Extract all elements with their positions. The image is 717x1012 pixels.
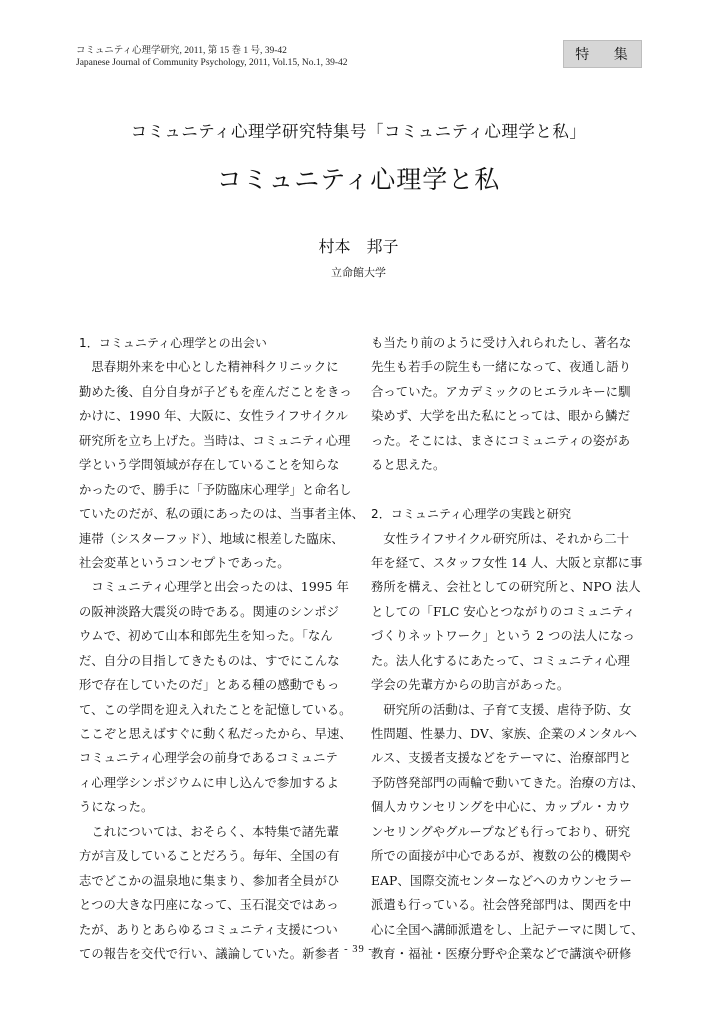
body-text-line: 年を経て、スタッフ女性 14 人、大阪と京都に事 [371, 555, 643, 570]
journal-citation-jp: コミュニティ心理学研究, 2011, 第 15 巻 1 号, 39-42 [76, 46, 287, 56]
body-text-line: 社会変革というコンセプトであった。 [79, 555, 290, 570]
body-text-line: 学会の先輩方からの助言があった。 [371, 678, 570, 693]
body-text-line: 研究所を立ち上げた。当時は、コミュニティ心理 [79, 433, 351, 448]
special-issue-tag [563, 40, 642, 68]
body-text-line: 志でどこかの温泉地に集まり、参加者全員がひ [79, 873, 340, 888]
body-text-line: ンセリングやグループなども行っており、研究 [371, 824, 631, 839]
body-text-line: 方が言及していることだろう。毎年、全国の有 [79, 849, 340, 864]
body-text-line: たが、ありとあらゆるコミュニティ支援につい [79, 922, 338, 937]
body-text-line: ウムで、初めて山本和郎先生を知った。「なん [79, 629, 333, 644]
body-text-line: とつの大きな円座になって、玉石混交ではあっ [79, 898, 339, 913]
tag-char-1: 特 [575, 47, 592, 63]
body-text-line: 勤めた後、自分自身が子どもを産んだことをきっ [79, 384, 352, 399]
journal-citation-en: Japanese Journal of Community Psychology, 2011, Vol.15, No.1, 39-42 [76, 58, 348, 68]
author-affiliation: 立命館大学 [331, 266, 386, 279]
body-text-line: 予防啓発部門の両輪で動いてきた。治療の方は、 [371, 775, 644, 790]
body-text-line: 心に全国へ講師派遣をし、上記テーマに関して、 [371, 922, 644, 937]
body-text-line: 所での面接が中心であるが、複数の公的機関や [371, 849, 632, 864]
body-text-line: 合っていた。アカデミックのヒエラルキーに馴 [371, 384, 631, 399]
body-text-line: 先生も若手の院生も一緒になって、夜通し語り [371, 360, 632, 375]
body-text-line: だ、自分の目指してきたものは、すでにこんな [79, 653, 340, 668]
body-text-line: コミュニティ心理学会の前身であるコミュニテ [79, 751, 338, 766]
body-text-line: 教育・福祉・医療分野や企業などで講演や研修 [371, 946, 632, 961]
body-text-line: 染めず、大学を出た私にとっては、眼から鱗だ [371, 409, 631, 424]
section-heading: 2．コミュニティ心理学の実践と研究 [371, 507, 572, 522]
body-text-line: コミュニティ心理学と出会ったのは、1995 年 [79, 580, 350, 595]
special-issue-title: コミュニティ心理学研究特集号「コミュニティ心理学と私」 [130, 122, 587, 141]
right-column [371, 331, 656, 966]
body-text-line: ると思えた。 [371, 458, 446, 473]
paragraph-gap [371, 478, 656, 502]
body-text-line: EAP、国際交流センターなどへのカウンセラー [371, 873, 632, 888]
body-text-line: かけに、1990 年、大阪に、女性ライフサイクル [79, 409, 349, 424]
body-text-line: 派遣も行っている。社会啓発部門は、関西を中 [371, 898, 632, 913]
body-text-line: の阪神淡路大震災の時である。関連のシンポジ [79, 604, 340, 619]
page-number: - 39 - [344, 944, 373, 955]
body-text-line: ていたのだが、私の頭にあったのは、当事者主体、 [79, 507, 364, 522]
left-column [79, 331, 364, 966]
journal-header [76, 45, 348, 69]
body-text-line: としての「FLC 安心とつながりのコミュニティ [371, 604, 636, 619]
body-text-line: ての報告を交代で行い、議論していた。新参者 [79, 946, 340, 961]
body-text-line: ルス、支援者支援などをテーマに、治療部門と [371, 751, 632, 766]
body-text-line: も当たり前のように受け入れられたし、著名な [371, 336, 632, 350]
body-text-line: た。法人化するにあたって、コミュニティ心理 [371, 653, 630, 668]
author-name: 村本 邦子 [318, 237, 399, 256]
body-text-line: った。そこには、まさにコミュニティの姿があ [371, 433, 631, 448]
body-text-line: 個人カウンセリングを中心に、カップル・カウ [371, 800, 631, 815]
article-title: コミュニティ心理学と私 [216, 165, 501, 194]
body-text-line: かったので、勝手に「予防臨床心理学」と命名し [79, 482, 352, 497]
body-text-line: ここぞと思えばすぐに動く私だったから、早速、 [79, 727, 352, 741]
body-text-line: づくりネットワーク」という 2 つの法人になっ [371, 629, 635, 644]
body-text-line: 思春期外来を中心とした精神科クリニックに [79, 360, 339, 375]
section-heading: 1．コミュニティ心理学との出会い [79, 336, 268, 350]
body-text-line: 女性ライフサイクル研究所は、それから二十 [371, 531, 630, 546]
body-text-line: 連帯（シスターフッド）、地域に根差した臨床、 [79, 531, 344, 546]
body-text-line: ィ心理学シンポジウムに申し込んで参加するよ [79, 775, 339, 790]
body-text-line: 性問題、性暴力、DV、家族、企業のメンタルヘ [371, 727, 638, 741]
body-text-line: 務所を構え、会社としての研究所と、NPO 法人 [371, 580, 641, 595]
body-text-line: これについては、おそらく、本特集で諸先輩 [79, 824, 339, 839]
body-text-line: 研究所の活動は、子育て支援、虐待予防、女 [371, 702, 632, 717]
body-text-line: 学という学問領域が存在していることを知らな [79, 458, 340, 473]
tag-char-2: 集 [613, 47, 630, 63]
body-text-line: うになった。 [79, 800, 154, 815]
body-text-line: 形で存在していたのだ」とある種の感動でもっ [79, 678, 340, 693]
body-text-line: て、この学問を迎え入れたことを記憶している。 [79, 702, 352, 717]
